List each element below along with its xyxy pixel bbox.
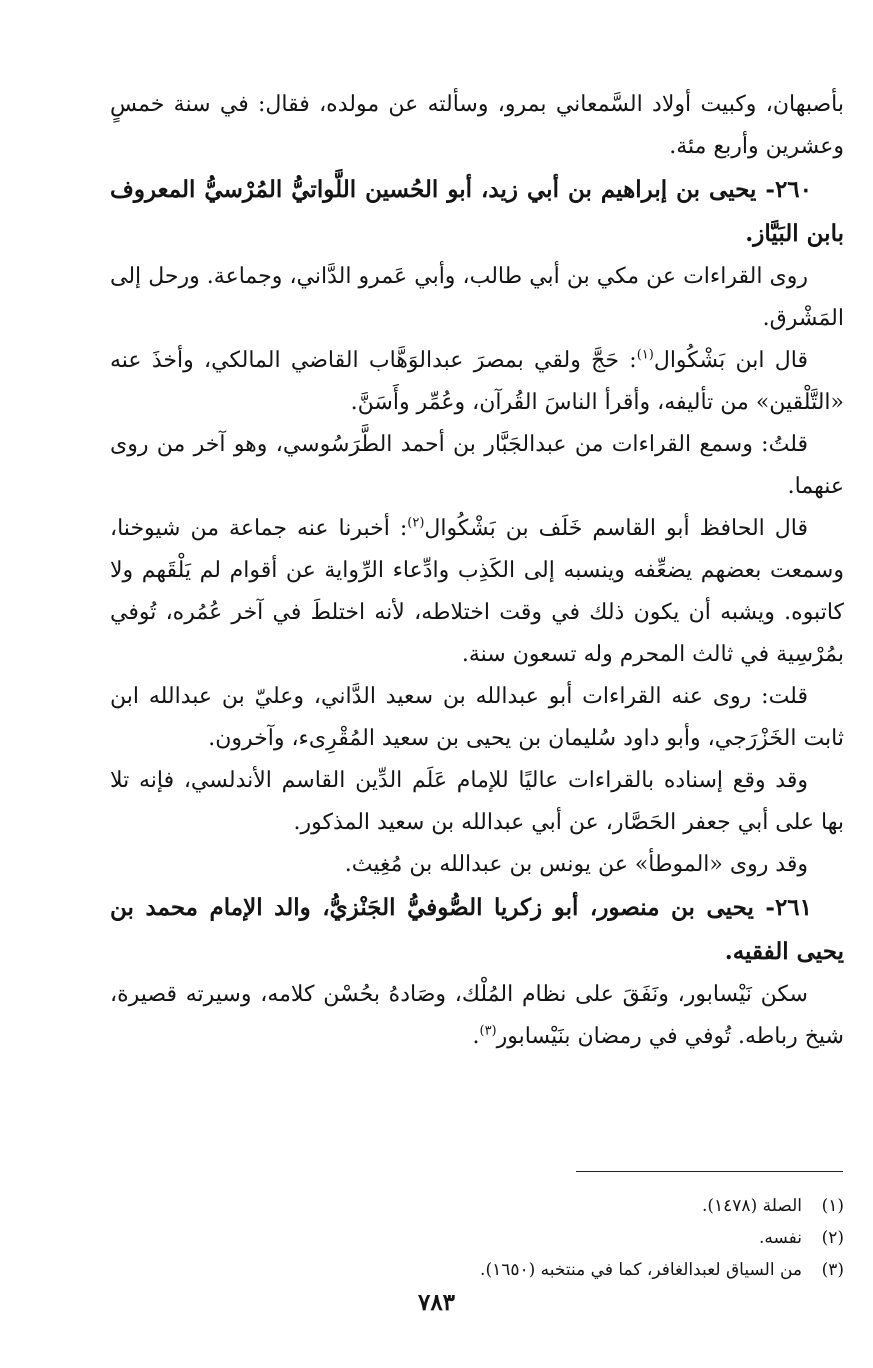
footnote-text: من السياق لعبدالغافر، كما في منتخبه (١٦٥٠). (480, 1260, 802, 1280)
page-number: ٧٨٣ (417, 1289, 456, 1316)
paragraph-narrators: قلت: روى عنه القراءات أبو عبدالله بن سعيد الدَّاني، وعليّ بن عبدالله ابن ثابت الخَزْرَجي، وأبو داود سُليمان بن يحيى بن سعيد المُقْرِىء، وآخرون. (110, 684, 844, 751)
footnote-number: (٢) (821, 1228, 844, 1248)
footnote-number: (١) (821, 1196, 844, 1216)
footnote-1 (110, 1190, 844, 1222)
paragraph-continuation: بأصبهان، وكبيت أولاد السَّمعاني بمرو، وسألته عن مولده، فقال: في سنة خمسٍ وعشرين وأربع مئة. (110, 92, 844, 159)
paragraph-readings: روى القراءات عن مكي بن أبي طالب، وأبي عَمرو الدَّاني، وجماعة. ورحل إلى المَشْرق. (110, 264, 844, 331)
footnotes-section (110, 1190, 844, 1286)
paragraph-ibn-bashkuwal-quote: قال ابن بَشْكُوال$^{(١)}$: حَجَّ ولقي بمصرَ عبدالوَهَّاب القاضي المالكي، وأخذَ عنه «التَّلْقين» من تأليفه، وأقرأ الناسَ القُرآن، وعُمِّر وأَسَنَّ. (110, 347, 844, 415)
paragraph-nishapur: سكن نَيْسابور، ونَفَقَ على نظام المُلْك، وصَادهُ بحُسْن كلامه، وسيرته قصيرة، شيخ رباطه. تُوفي في رمضان بنَيْسابور$^{(٣)}$. (110, 982, 844, 1049)
entry-heading-261: ٢٦١- يحيى بن منصور، أبو زكريا الصُّوفيُّ الجَنْزيُّ، والد الإمام محمد بن يحيى الفقيه. (110, 894, 844, 965)
footnote-divider (576, 1171, 843, 1172)
paragraph-muwatta: وقد روى «الموطأ» عن يونس بن عبدالله بن مُغِيث. (344, 852, 808, 877)
paragraph-isnad: وقد وقع إسناده بالقراءات عاليًا للإمام عَلَم الدِّين القاسم الأندلسي، فإنه تلا بها على أبي جعفر الحَصَّار، عن أبي عبدالله بن سعيد المذكور. (110, 768, 844, 835)
footnote-ref-3[interactable]: (٣) (479, 1023, 497, 1039)
footnote-2 (110, 1222, 844, 1254)
footnote-text: نفسه. (758, 1228, 802, 1248)
footnote-3 (110, 1254, 844, 1286)
paragraph-author-note: قلتُ: وسمع القراءات من عبدالجَبَّار بن أحمد الطَّرَسُوسي، وهو آخر من روى عنهما. (110, 432, 844, 499)
footnote-number: (٣) (821, 1260, 844, 1280)
main-text (110, 84, 844, 1058)
footnote-ref-2[interactable]: (٢) (407, 515, 425, 531)
entry-heading-260: ٢٦٠- يحيى بن إبراهيم بن أبي زيد، أبو الحُسين اللَّواتيُّ المُرْسيُّ المعروف بابن البَيَّاز. (110, 176, 844, 247)
footnote-text: الصلة (١٤٧٨). (701, 1196, 802, 1216)
paragraph-hafiz-quote: قال الحافظ أبو القاسم خَلَف بن بَشْكُوال$^{(٢)}$: أخبرنا عنه جماعة من شيوخنا، وسمعت بعضهم يضعِّفه وينسبه إلى الكَذِب وادِّعاء الرِّواية عن أقوام لم يَلْقَهم ولا كاتبوه. ويشبه أن يكون ذلك في وقت اختلاطه، لأنه اختلطَ في آخر عُمُره، تُوفي بمُرْسِية في ثالث المحرم وله تسعون سنة. (110, 515, 844, 667)
footnote-ref-1[interactable]: (١) (636, 347, 654, 363)
